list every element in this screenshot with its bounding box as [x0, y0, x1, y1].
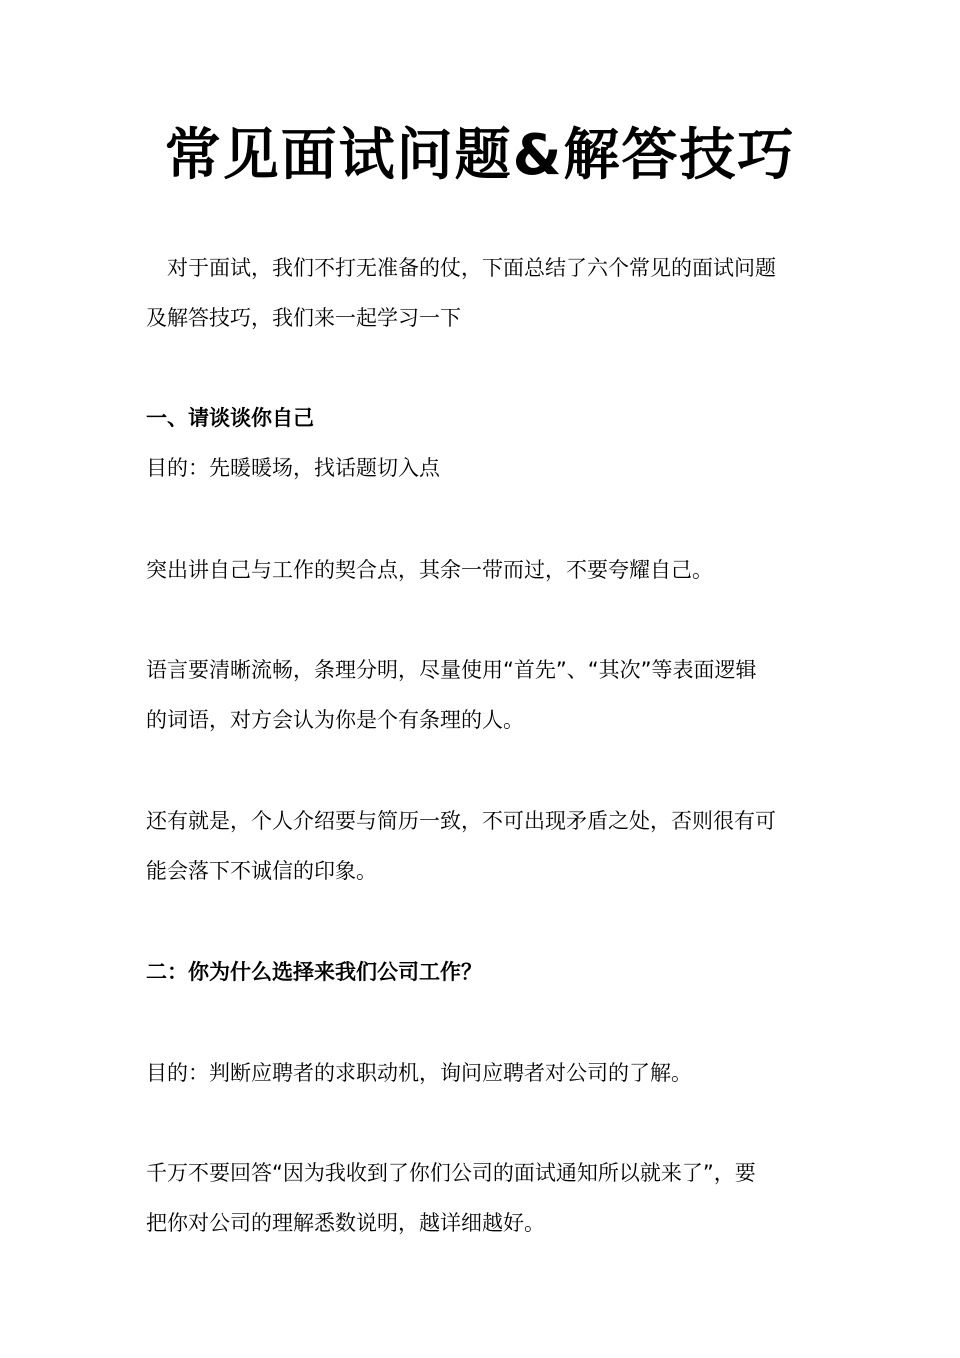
section1-paragraph-2-line-1: 语言要清晰流畅，条理分明，尽量使用“首先”、“其次”等表面逻辑: [146, 658, 757, 682]
document-title: 常见面试问题&解答技巧: [164, 123, 796, 188]
section1-paragraph-1: 突出讲自己与工作的契合点，其余一带而过，不要夸耀自己。: [146, 558, 713, 582]
section1-paragraph-3-line-1: 还有就是，个人介绍要与简历一致，不可出现矛盾之处，否则很有可: [146, 809, 776, 833]
section2-heading: 二：你为什么选择来我们公司工作？: [146, 960, 482, 984]
section2-paragraph-1-line-1: 千万不要回答“因为我收到了你们公司的面试通知所以就来了”，要: [146, 1161, 756, 1185]
section1-heading: 一、请谈谈你自己: [146, 406, 314, 430]
section2-purpose: 目的：判断应聘者的求职动机，询问应聘者对公司的了解。: [146, 1061, 692, 1085]
section1-paragraph-3-line-2: 能会落下不诚信的印象。: [146, 859, 377, 883]
section1-purpose: 目的：先暖暖场，找话题切入点: [146, 456, 440, 480]
intro-line-2: 及解答技巧，我们来一起学习一下: [146, 306, 461, 330]
section1-paragraph-2-line-2: 的词语，对方会认为你是个有条理的人。: [146, 708, 524, 732]
section2-paragraph-1-line-2: 把你对公司的理解悉数说明，越详细越好。: [146, 1211, 545, 1235]
intro-line-1: 对于面试，我们不打无准备的仗，下面总结了六个常见的面试问题: [167, 256, 776, 280]
